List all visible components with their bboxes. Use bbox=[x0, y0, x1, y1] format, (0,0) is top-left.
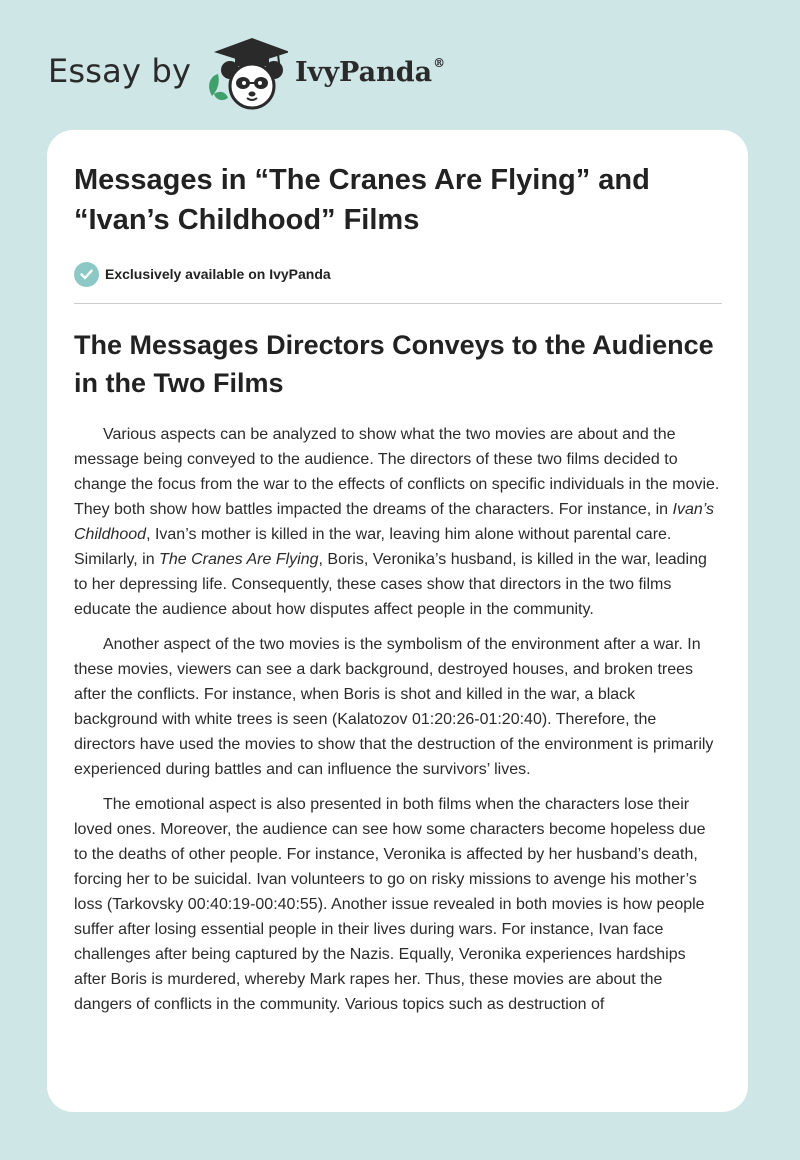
paragraph-text: , Boris, Veronika’s husband, is killed in the war, leading to her depressing life. Consequently, these cases show that directors in the two films educate the audience about how disputes affect people in the community. bbox=[74, 551, 707, 618]
essay-by-label: Essay by bbox=[48, 52, 192, 90]
article-title: Messages in “The Cranes Are Flying” and “Ivan’s Childhood” Films bbox=[74, 164, 650, 236]
body-paragraph bbox=[74, 632, 722, 782]
body-paragraph bbox=[74, 422, 722, 622]
paragraph-text: , Ivan’s mother is killed in the war, leaving him alone without parental care. Similarly, in bbox=[74, 526, 672, 568]
film-title: Ivan’s Childhood bbox=[74, 501, 715, 543]
exclusive-badge bbox=[74, 261, 722, 287]
article-content bbox=[74, 160, 722, 1017]
registered-mark: ® bbox=[433, 56, 446, 70]
paragraph-text: Another aspect of the two movies is the symbolism of the environment after a war. In these movies, viewers can see a dark background, destroyed houses, and broken trees after the conflicts. For instance, when Boris is shot and killed in the war, a black background with white trees is seen (Kalatozov 01:20:26-01:20:40). Therefore, the directors have used the movies to show that the destruction of the environment is primarily experienced during battles and can influence the survivors’ lives. bbox=[74, 636, 714, 778]
section-heading: The Messages Directors Conveys to the Audience in the Two Films bbox=[74, 330, 714, 398]
paragraph-text: Various aspects can be analyzed to show what the two movies are about and the message being conveyed to the audience. The directors of these two films decided to change the focus from the war to the effects of conflicts on specific individuals in the movie. They both show how battles impacted the dreams of the characters. For instance, in bbox=[74, 426, 720, 518]
film-title: The Cranes Are Flying bbox=[159, 551, 319, 568]
paragraph-text: The emotional aspect is also presented in both films when the characters lose their loved ones. Moreover, the audience can see how some characters become hopeless due to the deaths of other people. For instance, Veronika is affected by her husband’s death, forcing her to be suicidal. Ivan volunteers to go on risky missions to avenge his mother’s loss (Tarkovsky 00:40:19-00:40:55). Another issue revealed in both movies is how people suffer after losing essential people in their lives during wars. For instance, Ivan face challenges after being captured by the Nazis. Equally, Veronika experiences hardships after Boris is murdered, whereby Mark rapes her. Thus, these movies are about the dangers of conflicts in the community. Various topics such as destruction of bbox=[74, 796, 706, 1013]
site-header bbox=[48, 30, 748, 110]
article-card bbox=[47, 130, 748, 1112]
panda-graduation-cap-icon[interactable] bbox=[202, 34, 288, 112]
body-paragraph bbox=[74, 792, 722, 1017]
check-circle-icon bbox=[74, 262, 99, 287]
article-body bbox=[74, 422, 722, 1017]
exclusive-badge-text: Exclusively available on IvyPanda bbox=[105, 266, 331, 282]
divider bbox=[74, 303, 722, 304]
brand-name[interactable]: IvyPanda® bbox=[295, 56, 446, 88]
